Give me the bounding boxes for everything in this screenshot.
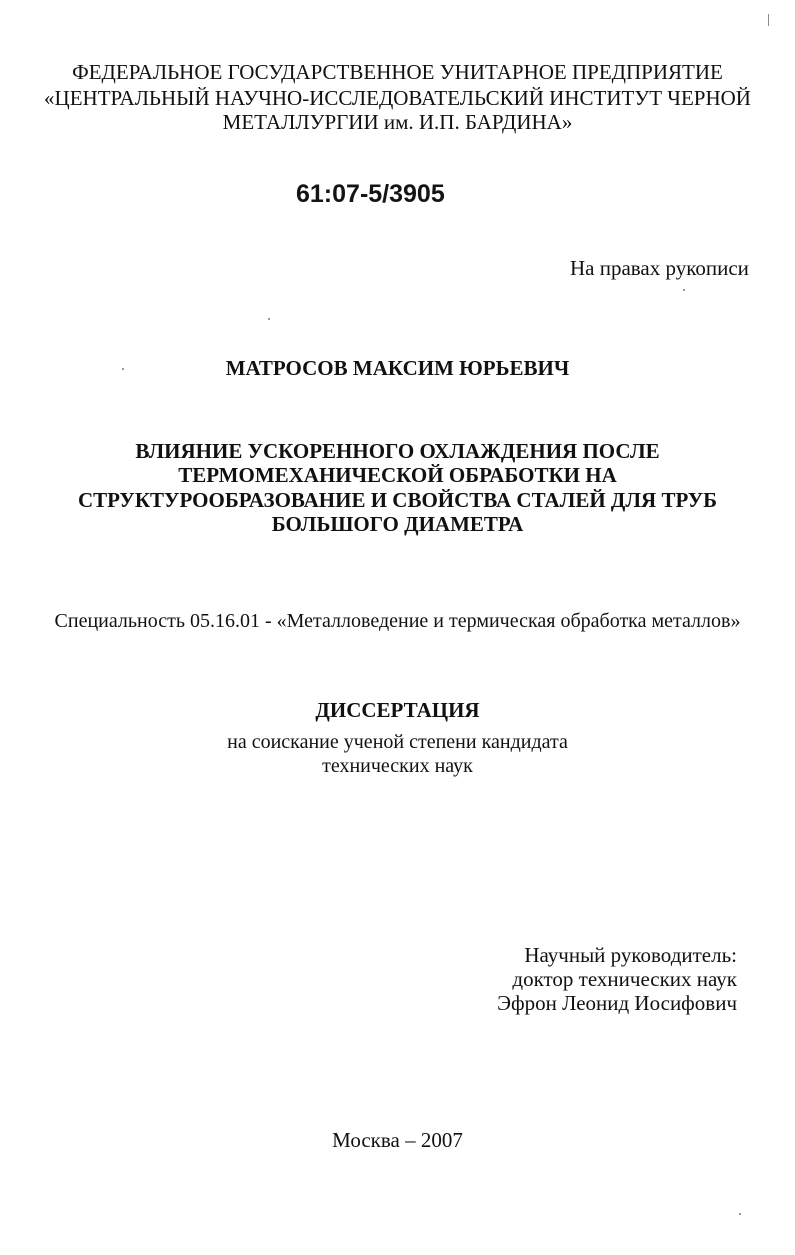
supervisor-name: Эфрон Леонид Иосифович xyxy=(497,991,737,1015)
catalog-number: 61:07-5/3905 xyxy=(296,180,445,208)
place-year: Москва – 2007 xyxy=(332,1128,463,1152)
title-line-3: СТРУКТУРООБРАЗОВАНИЕ И СВОЙСТВА СТАЛЕЙ ДЛЯ ТРУБ xyxy=(77,488,718,512)
specialty: Специальность 05.16.01 - «Металловедение и термическая обработка металлов» xyxy=(54,610,741,632)
scan-mark xyxy=(768,14,769,26)
dissertation-degree-line-2: технических наук xyxy=(322,755,473,777)
institution-line-2: «ЦЕНТРАЛЬНЫЙ НАУЧНО-ИССЛЕДОВАТЕЛЬСКИЙ ИНСТИТУТ ЧЕРНОЙ xyxy=(44,86,751,110)
author-name: МАТРОСОВ МАКСИМ ЮРЬЕВИЧ xyxy=(225,356,570,380)
scan-speck xyxy=(268,318,270,320)
dissertation-label: ДИССЕРТАЦИЯ xyxy=(315,698,480,722)
scan-speck xyxy=(683,289,685,291)
rights-note: На правах рукописи xyxy=(570,256,749,280)
title-line-4: БОЛЬШОГО ДИАМЕТРА xyxy=(271,512,524,536)
institution-line-3: МЕТАЛЛУРГИИ им. И.П. БАРДИНА» xyxy=(222,110,573,134)
supervisor-degree: доктор технических наук xyxy=(512,967,737,991)
title-line-1: ВЛИЯНИЕ УСКОРЕННОГО ОХЛАЖДЕНИЯ ПОСЛЕ xyxy=(135,439,660,463)
dissertation-degree-line-1: на соискание ученой степени кандидата xyxy=(227,731,568,753)
institution-line-1: ФЕДЕРАЛЬНОЕ ГОСУДАРСТВЕННОЕ УНИТАРНОЕ ПРЕДПРИЯТИЕ xyxy=(72,60,723,84)
supervisor-label: Научный руководитель: xyxy=(524,943,737,967)
scan-speck xyxy=(739,1213,741,1215)
title-line-2: ТЕРМОМЕХАНИЧЕСКОЙ ОБРАБОТКИ НА xyxy=(178,463,617,487)
